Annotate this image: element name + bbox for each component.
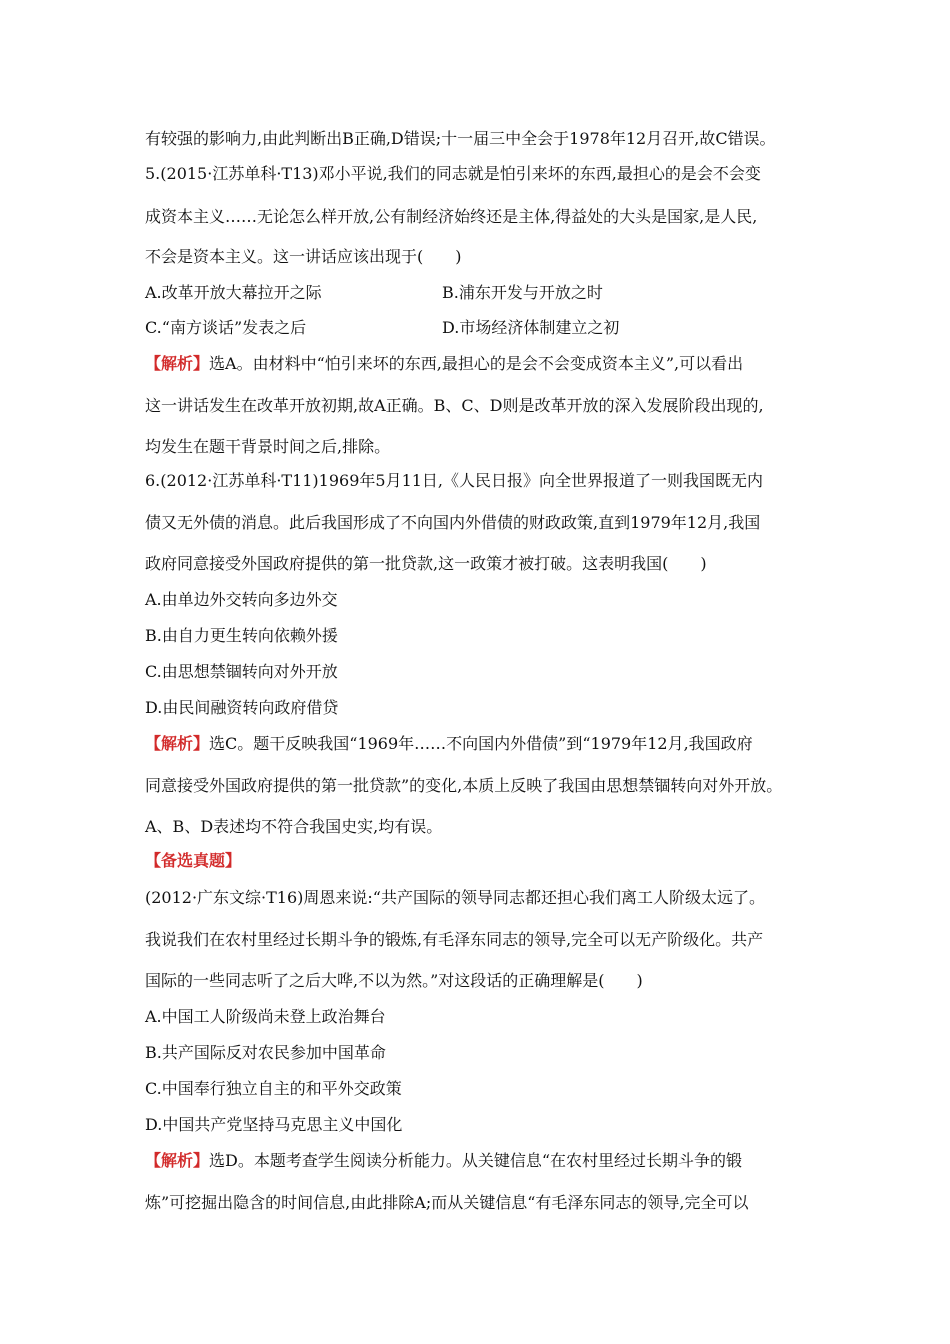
analysis-text: 选C。题干反映我国“1969年……不向国内外借债”到“1979年12月,我国政府 bbox=[209, 734, 753, 753]
q7-option-a: A.中国工人阶级尚未登上政治舞台 bbox=[145, 1007, 386, 1026]
question-6-line: 6.(2012·江苏单科·T11)1969年5月11日,《人民日报》向全世界报道了一则我国既无内 bbox=[145, 471, 764, 490]
q5-analysis-line: 均发生在题干背景时间之后,排除。 bbox=[145, 437, 391, 456]
question-5-line: 5.(2015·江苏单科·T13)邓小平说,我们的同志就是怕引来坏的东西,最担心的是会不会变 bbox=[145, 164, 761, 183]
analysis-text: 选A。由材料中“怕引来坏的东西,最担心的是会不会变成资本主义”,可以看出 bbox=[209, 354, 744, 373]
q6-option-b: B.由自力更生转向依赖外援 bbox=[145, 626, 338, 645]
analysis-label: 【解析】 bbox=[145, 1151, 210, 1170]
question-7-line: 国际的一些同志听了之后大哗,不以为然。”对这段话的正确理解是( ) bbox=[145, 971, 643, 990]
q7-option-b: B.共产国际反对农民参加中国革命 bbox=[145, 1043, 386, 1062]
backup-section-label bbox=[145, 849, 241, 873]
q7-option-d: D.中国共产党坚持马克思主义中国化 bbox=[145, 1115, 403, 1134]
q7-option-c: C.中国奉行独立自主的和平外交政策 bbox=[145, 1079, 402, 1098]
analysis-label: 【解析】 bbox=[145, 734, 210, 753]
text-line: 有较强的影响力,由此判断出B正确,D错误;十一届三中全会于1978年12月召开,故C错误。 bbox=[145, 129, 776, 148]
q7-analysis-line bbox=[145, 1149, 742, 1173]
analysis-text: 选D。本题考查学生阅读分析能力。从关键信息“在农村里经过长期斗争的锻 bbox=[209, 1151, 743, 1170]
q5-option-c: C.“南方谈话”发表之后 bbox=[145, 318, 307, 337]
q6-option-d: D.由民间融资转向政府借贷 bbox=[145, 698, 339, 717]
backup-label: 【备选真题】 bbox=[145, 851, 242, 870]
question-6-line: 政府同意接受外国政府提供的第一批贷款,这一政策才被打破。这表明我国( ) bbox=[145, 554, 707, 573]
q5-option-d: D.市场经济体制建立之初 bbox=[442, 318, 620, 337]
question-7-line: (2012·广东文综·T16)周恩来说:“共产国际的领导同志都还担心我们离工人阶级太远了。 bbox=[145, 888, 765, 907]
q5-analysis-line bbox=[145, 352, 743, 376]
question-7-line: 我说我们在农村里经过长期斗争的锻炼,有毛泽东同志的领导,完全可以无产阶级化。共产 bbox=[145, 930, 764, 949]
analysis-label: 【解析】 bbox=[145, 354, 210, 373]
q5-analysis-line: 这一讲话发生在改革开放初期,故A正确。B、C、D则是改革开放的深入发展阶段出现的, bbox=[145, 396, 764, 415]
q7-analysis-line: 炼”可挖掘出隐含的时间信息,由此排除A;而从关键信息“有毛泽东同志的领导,完全可以 bbox=[145, 1193, 749, 1212]
q5-option-a: A.改革开放大幕拉开之际 bbox=[145, 283, 322, 302]
q6-analysis-line bbox=[145, 732, 753, 756]
q6-option-c: C.由思想禁锢转向对外开放 bbox=[145, 662, 338, 681]
question-5-line: 成资本主义……无论怎么样开放,公有制经济始终还是主体,得益处的大头是国家,是人民, bbox=[145, 207, 758, 226]
q6-analysis-line: A、B、D表述均不符合我国史实,均有误。 bbox=[145, 817, 443, 836]
question-5-line: 不会是资本主义。这一讲话应该出现于( ) bbox=[145, 247, 462, 266]
q5-option-b: B.浦东开发与开放之时 bbox=[442, 283, 603, 302]
question-6-line: 债又无外债的消息。此后我国形成了不向国内外借债的财政政策,直到1979年12月,我国 bbox=[145, 513, 761, 532]
q6-option-a: A.由单边外交转向多边外交 bbox=[145, 590, 338, 609]
q6-analysis-line: 同意接受外国政府提供的第一批贷款”的变化,本质上反映了我国由思想禁锢转向对外开放。 bbox=[145, 776, 783, 795]
